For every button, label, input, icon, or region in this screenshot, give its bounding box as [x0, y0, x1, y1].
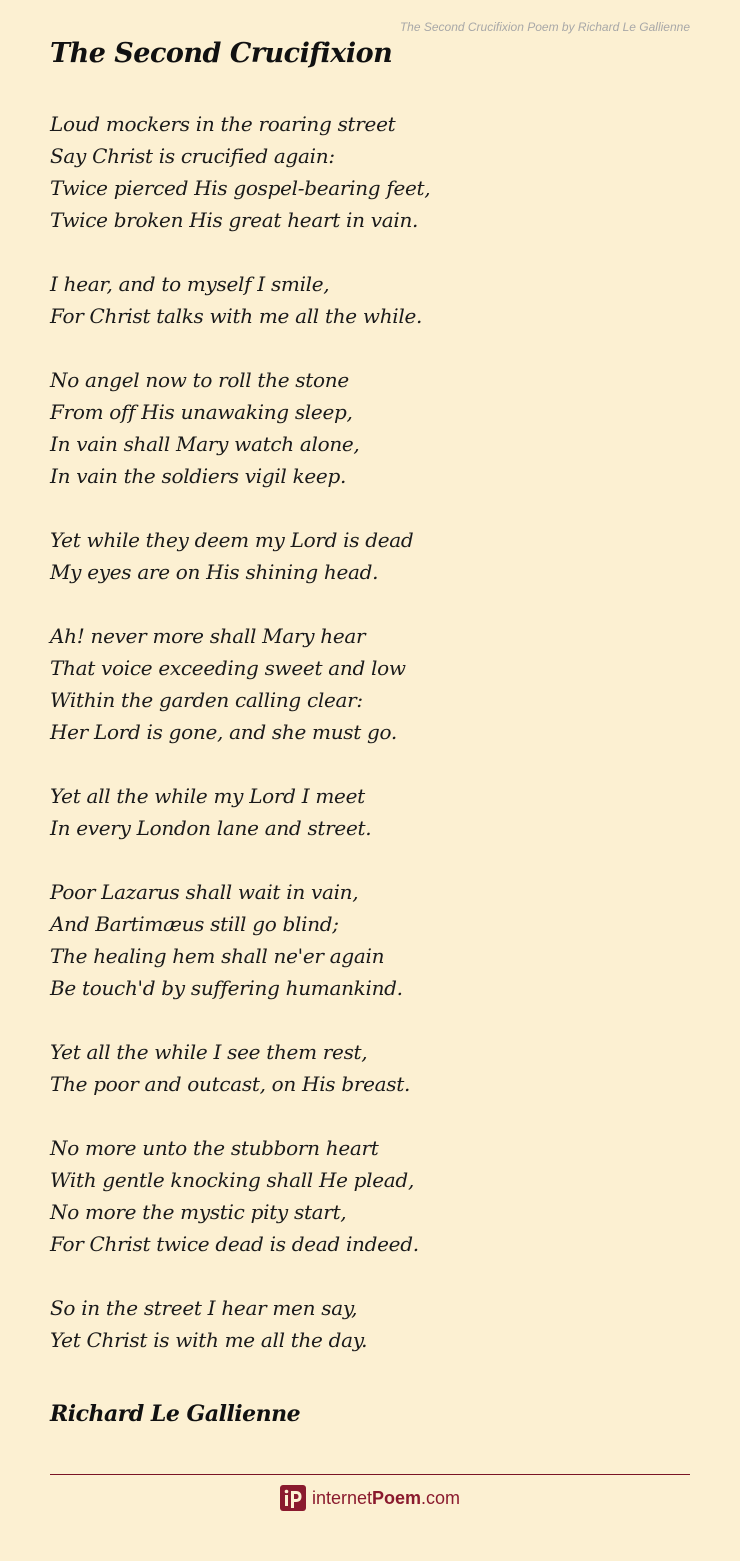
- poem-line: So in the street I hear men say,: [50, 1296, 358, 1320]
- poem-body: [50, 108, 690, 1388]
- poem-line: Her Lord is gone, and she must go.: [50, 720, 397, 744]
- poem-line: Say Christ is crucified again:: [50, 144, 335, 168]
- header-credit: The Second Crucifixion Poem by Richard Le Gallienne: [399, 20, 690, 34]
- logo-text-prefix: internet: [311, 1487, 372, 1508]
- poem-line: No more the mystic pity start,: [50, 1200, 347, 1224]
- poem-line: And Bartimæus still go blind;: [50, 912, 339, 936]
- stanza: [50, 1132, 690, 1260]
- logo-text-suffix: .com: [421, 1487, 461, 1508]
- poem-line: Loud mockers in the roaring street: [50, 112, 396, 136]
- logo-text-bold: Poem: [372, 1487, 422, 1508]
- poem-line: That voice exceeding sweet and low: [50, 656, 406, 680]
- stanza: [50, 876, 690, 1004]
- internetpoem-logo-icon: [280, 1485, 306, 1511]
- poem-line: In vain shall Mary watch alone,: [50, 432, 360, 456]
- site-logo[interactable]: [0, 1485, 740, 1511]
- poem-line: Yet all the while my Lord I meet: [50, 784, 365, 808]
- poem-line: Yet all the while I see them rest,: [50, 1040, 368, 1064]
- stanza: [50, 268, 690, 332]
- poem-line: Ah! never more shall Mary hear: [50, 624, 366, 648]
- poem-line: For Christ twice dead is dead indeed.: [50, 1232, 419, 1256]
- poem-line: My eyes are on His shining head.: [50, 560, 379, 584]
- stanza: [50, 524, 690, 588]
- poem-line: No angel now to roll the stone: [50, 368, 349, 392]
- poem-title: The Second Crucifixion: [50, 38, 393, 69]
- poem-line: For Christ talks with me all the while.: [50, 304, 423, 328]
- poem-line: No more unto the stubborn heart: [50, 1136, 379, 1160]
- logo-wordmark: [312, 1488, 460, 1509]
- stanza: [50, 1292, 690, 1356]
- poem-line: Be touch'd by suffering humankind.: [50, 976, 403, 1000]
- poem-line: Within the garden calling clear:: [50, 688, 363, 712]
- poem-line: With gentle knocking shall He plead,: [50, 1168, 414, 1192]
- poem-line: Twice pierced His gospel-bearing feet,: [50, 176, 431, 200]
- poem-line: I hear, and to myself I smile,: [50, 272, 330, 296]
- poem-line: In every London lane and street.: [50, 816, 372, 840]
- footer-divider: [50, 1474, 690, 1475]
- poem-line: The healing hem shall ne'er again: [50, 944, 385, 968]
- poem-line: Poor Lazarus shall wait in vain,: [50, 880, 359, 904]
- poem-author: Richard Le Gallienne: [50, 1401, 301, 1427]
- poem-line: The poor and outcast, on His breast.: [50, 1072, 411, 1096]
- poem-line: Yet while they deem my Lord is dead: [50, 528, 414, 552]
- stanza: [50, 1036, 690, 1100]
- poem-line: From off His unawaking sleep,: [50, 400, 353, 424]
- poem-line: Twice broken His great heart in vain.: [50, 208, 419, 232]
- stanza: [50, 108, 690, 236]
- stanza: [50, 620, 690, 748]
- stanza: [50, 780, 690, 844]
- poem-line: In vain the soldiers vigil keep.: [50, 464, 347, 488]
- poem-line: Yet Christ is with me all the day.: [50, 1328, 368, 1352]
- stanza: [50, 364, 690, 492]
